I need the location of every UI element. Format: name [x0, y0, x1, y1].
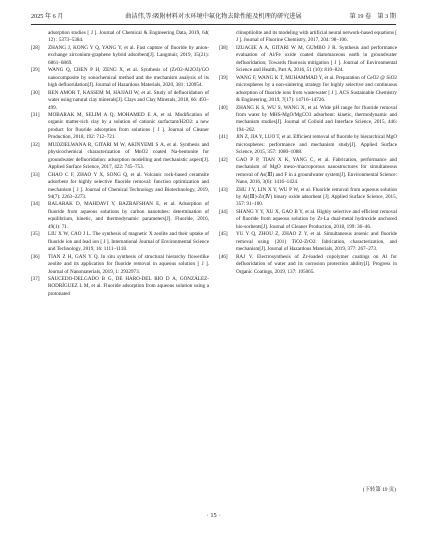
reference-entry [31, 201, 209, 231]
reference-entry [219, 45, 397, 75]
reference-number: [39] [219, 74, 228, 81]
reference-entry [219, 75, 397, 105]
reference-entry [219, 209, 397, 231]
reference-text: ZHU J Y, LIN X Y, WU P W, et al. Fluoride removal from aqueous solution by Al(Ⅲ)-Zr(Ⅳ) binary oxide adsorbent [J]. Applied Surface Science, 2015, 357: 91–100. [236, 186, 397, 208]
reference-entry [219, 254, 397, 276]
reference-number: [40] [219, 104, 228, 111]
reference-list-right [219, 45, 397, 276]
header-date: 2025 年 6 月 [31, 13, 64, 20]
reference-entry [31, 112, 209, 142]
reference-text: BEN AMOR T, KASSEM M, HAJJAJI W, et al. Study of defluoridation of water using natural clay minerals[J]. Clays and Clay Minerals, 2018, 66: 493–499. [48, 89, 209, 111]
header-title: 曲洁伟,等:吸附材料对水环境中氟化物去除性能及机理的研究进展 [125, 13, 302, 20]
page-number: · 15 · [206, 512, 221, 519]
reference-text: CHAO C F, ZHAO Y X, SONG Q, et al. Volcanic rock-based ceramsite adsorbent for highly selective fluoride removal: function optimization and mechanism [ J ]. Journal of Chemical Technology and Biotechnology, 2019, 94(7): 2263–2273. [48, 171, 209, 200]
reference-number: [43] [219, 186, 228, 193]
reference-continuation: clinoptilolite and its modeling with artificial neural network-based equations [ J ]. Journal of Fluorine Chemistry, 2017, 204: 98–106. [236, 30, 397, 44]
running-header [31, 10, 396, 23]
reference-number: [46] [219, 253, 228, 260]
reference-number: [30] [31, 89, 40, 96]
reference-continuation: adsorption studies [ J ]. Journal of Chemical & Engineering Data, 2019, 64( 12) : 5373–5384. [48, 30, 209, 44]
reference-number: [45] [219, 231, 228, 238]
reference-text: WANG Q, CHEN P H, ZENG X, et al. Synthesis of (ZrO2-Al2O3)/GO nanocomposite by sonochemical method and the mechanism analysis of its high defluoridation[J]. Journal of Hazardous Materials, 2020, 381: 120954. [48, 67, 209, 89]
reference-text: JIN Z, JIA Y, LUO T, et al. Efficient removal of fluoride by hierarchical MgO microspheres: performance and mechanism study[J]. Applied Surface Science, 2015, 357: 1080–1088. [236, 134, 397, 156]
reference-entry [31, 90, 209, 112]
reference-entry [31, 231, 209, 253]
reference-list-left [31, 45, 209, 298]
header-rule [31, 24, 396, 25]
reference-entry [219, 157, 397, 187]
reference-number: [38] [219, 44, 228, 51]
reference-text: ZHANG J, KONG Y Q, YANG Y, et al. Fast capture of fluoride by anion-exchange zirconium-graphene hybrid adsorbent[J]. Langmuir, 2019, 35(21): 6861–6869. [48, 44, 209, 66]
continued-note: (下转第 19 页) [362, 487, 396, 493]
reference-number: [28] [31, 44, 40, 51]
reference-entry [31, 67, 209, 89]
reference-text: WANG F, WANG K T, MUHAMMAD Y, et al. Preparation of CeO2 @ SiO2 microspheres by a non-sintering strategy for highly selective and continuous adsorption of fluoride ions from wastewater [ J ]. ACS Sustainable Chemistry & Engineering, 2019, 7(17): 14716–14726. [236, 74, 397, 104]
reference-number: [32] [31, 141, 40, 148]
reference-entry [31, 254, 209, 276]
left-column [31, 30, 209, 298]
reference-text: MOBARAK M, SELIM A Q, MOHAMED E A, et al. Modification of organic matter-rich clay by a solution of cationic surfactant/H2O2: a new product for fluoride adsorption from solutions [ J ]. Journal of Cleaner Production, 2018, 192: 712–721. [48, 111, 209, 141]
reference-text: YU Y Q, ZHOU Z, ZHAO Z Y, et al. Simultaneous arsenic and fluoride removal using {201} TiO2-ZrO2: fabrication, characterization, and mechanism[J]. Journal of Hazardous Materials, 2019, 377: 267–273. [236, 231, 397, 253]
reference-number: [36] [31, 253, 40, 260]
reference-number: [42] [219, 156, 228, 163]
reference-number: [35] [31, 231, 40, 238]
reference-number: [41] [219, 134, 228, 141]
reference-text: IZUAGIE A A, GITARI W M, GUMBO J R. Synthesis and performance evaluation of Al/Fe oxide coated diatomaceous earth in groundwater defluoridation; Towards fluorosis mitigation [ J ]. Journal of Environmental Science and Health, Part A, 2016, 51 (10): 810–824. [236, 44, 397, 74]
reference-text: SHANG Y Y, XU X, GAO B Y, et al. Highly selective and efficient removal of fluoride from aqueous solution by Zr-La dual-metal hydroxide anchored bio-sorbents[J]. Journal of Cleaner Production, 2018, 199: 36–46. [236, 208, 397, 230]
reference-text: MUDZIELWANA R, GITARI M W, AKINYEMI S A, et al. Synthesis and physicochemical characterization of MnO2 coated Na-bentonite for groundwater defluoridation: adsorption modelling and mechanistic aspect[J]. Applied Surface Science, 2017, 422: 745–753. [48, 141, 209, 171]
right-column [219, 30, 397, 276]
reference-number: [31] [31, 111, 40, 118]
header-volume-issue: 第 19 卷 第 3 期 [349, 13, 396, 20]
reference-entry [219, 134, 397, 156]
reference-number: [37] [31, 275, 40, 282]
reference-entry [219, 105, 397, 135]
reference-entry [31, 276, 209, 298]
reference-number: [33] [31, 171, 40, 178]
reference-entry [31, 142, 209, 172]
reference-text: LIU X W, CAO J L. The synthesis of magnetic X zeolite and their uptake of fluoride ion and lead ion [ J ]. International Journal of Environmental Science and Technology, 2019, 16: 1111–1118. [48, 231, 209, 253]
reference-text: GAO P P, TIAN X K, YANG C, et al. Fabrication, performance and mechanism of MgO meso-/macroporous nanostructures for simultaneous removal of As(Ⅲ) and F in a groundwater system[J]. Environmental Science: Nano, 2016, 3(6): 1416–1424. [236, 156, 397, 186]
reference-entry [31, 45, 209, 67]
reference-number: [29] [31, 67, 40, 74]
reference-text: ZHANG K S, WU S, WANG X, et al. Wide pH range for fluoride removal from water by MHS-MgO/MgCO3 adsorbent: kinetic, thermodynamic and mechanism studies[J]. Journal of Colloid and Interface Science, 2015, 446: 194–202. [236, 104, 397, 133]
reference-number: [44] [219, 208, 228, 215]
reference-text: TIAN Z H, GAN Y Q. In situ synthesis of structural hierarchy flowerlike zeolite and its application for fluoride removal in aqueous solution [ J ]. Journal of Nanomaterials, 2019, 1: 2932973. [48, 253, 209, 275]
reference-entry [219, 187, 397, 209]
reference-number: [34] [31, 201, 40, 208]
reference-text: BALARAK D, MAHDAVI Y, BAZRAFSHAN E, et al. Adsorption of fluoride from aqueous solutions by carbon nanotubes: determination of equilibrium, kinetic, and thermodynamic parameters[J]. Fluoride, 2016, 49(1): 71. [48, 201, 209, 230]
reference-entry [31, 172, 209, 202]
reference-text: SAUCEDO-DELGADO B G, DE HARO-DEL RIO D A, GONZÁLEZ-RODRÍGUEZ L M, et al. Fluoride adsorption from aqueous solution using a protonated [48, 275, 209, 297]
reference-entry [219, 231, 397, 253]
reference-text: RAJ V. Electrosynthesis of Zr-loaded copolymer coatings on Al for defluoridation of water and its corrosion protection ability[J]. Progress in Organic Coatings, 2019, 137: 105065. [236, 253, 397, 275]
